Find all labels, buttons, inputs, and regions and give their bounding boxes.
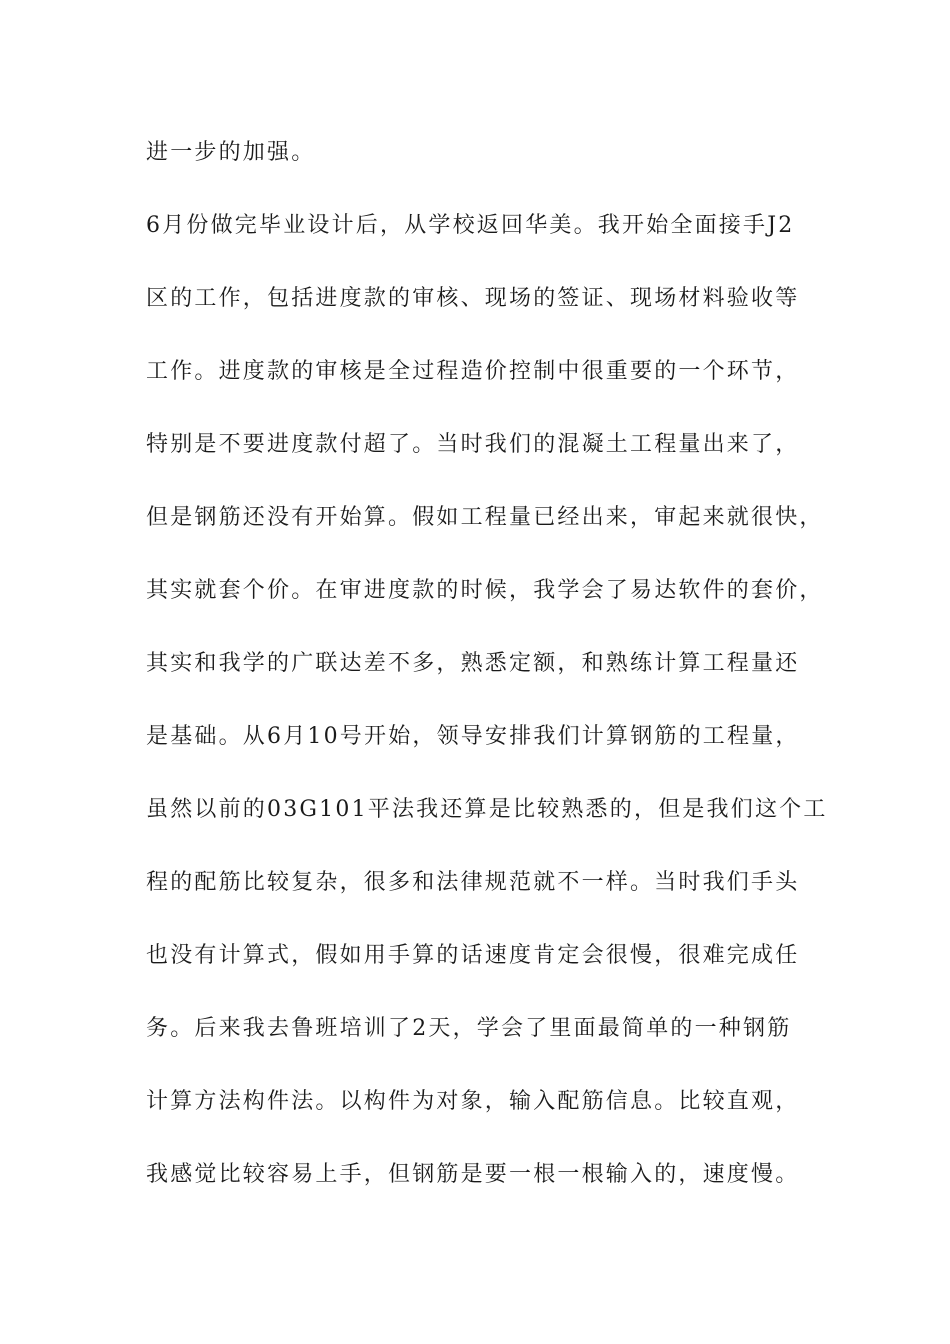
text-line: 6月份做完毕业设计后，从学校返回华美。我开始全面接手J2: [146, 213, 795, 238]
text-line: 也没有计算式，假如用手算的话速度肯定会很慢，很难完成任: [146, 943, 800, 968]
text-line: 计算方法构件法。以构件为对象，输入配筋信息。比较直观，: [146, 1089, 800, 1114]
text-line: 我感觉比较容易上手，但钢筋是要一根一根输入的，速度慢。: [146, 1162, 800, 1187]
text-line: 其实就套个价。在审进度款的时候，我学会了易达软件的套价，: [146, 578, 824, 603]
text-line: 特别是不要进度款付超了。当时我们的混凝土工程量出来了，: [146, 432, 800, 457]
text-line: 工作。进度款的审核是全过程造价控制中很重要的一个环节，: [146, 359, 800, 384]
text-line: 但是钢筋还没有开始算。假如工程量已经出来，审起来就很快，: [146, 505, 824, 530]
text-line: 进一步的加强。: [146, 140, 316, 165]
text-line: 虽然以前的03G101平法我还算是比较熟悉的，但是我们这个工: [146, 797, 828, 822]
text-line: 其实和我学的广联达差不多，熟悉定额，和熟练计算工程量还: [146, 651, 800, 676]
document-body: [146, 131, 836, 1226]
text-line: 区的工作，包括进度款的审核、现场的签证、现场材料验收等: [146, 286, 800, 311]
text-line: 程的配筋比较复杂，很多和法律规范就不一样。当时我们手头: [146, 870, 800, 895]
text-line: 是基础。从6月10号开始，领导安排我们计算钢筋的工程量，: [146, 724, 800, 749]
text-line: 务。后来我去鲁班培训了2天，学会了里面最简单的一种钢筋: [146, 1016, 792, 1041]
